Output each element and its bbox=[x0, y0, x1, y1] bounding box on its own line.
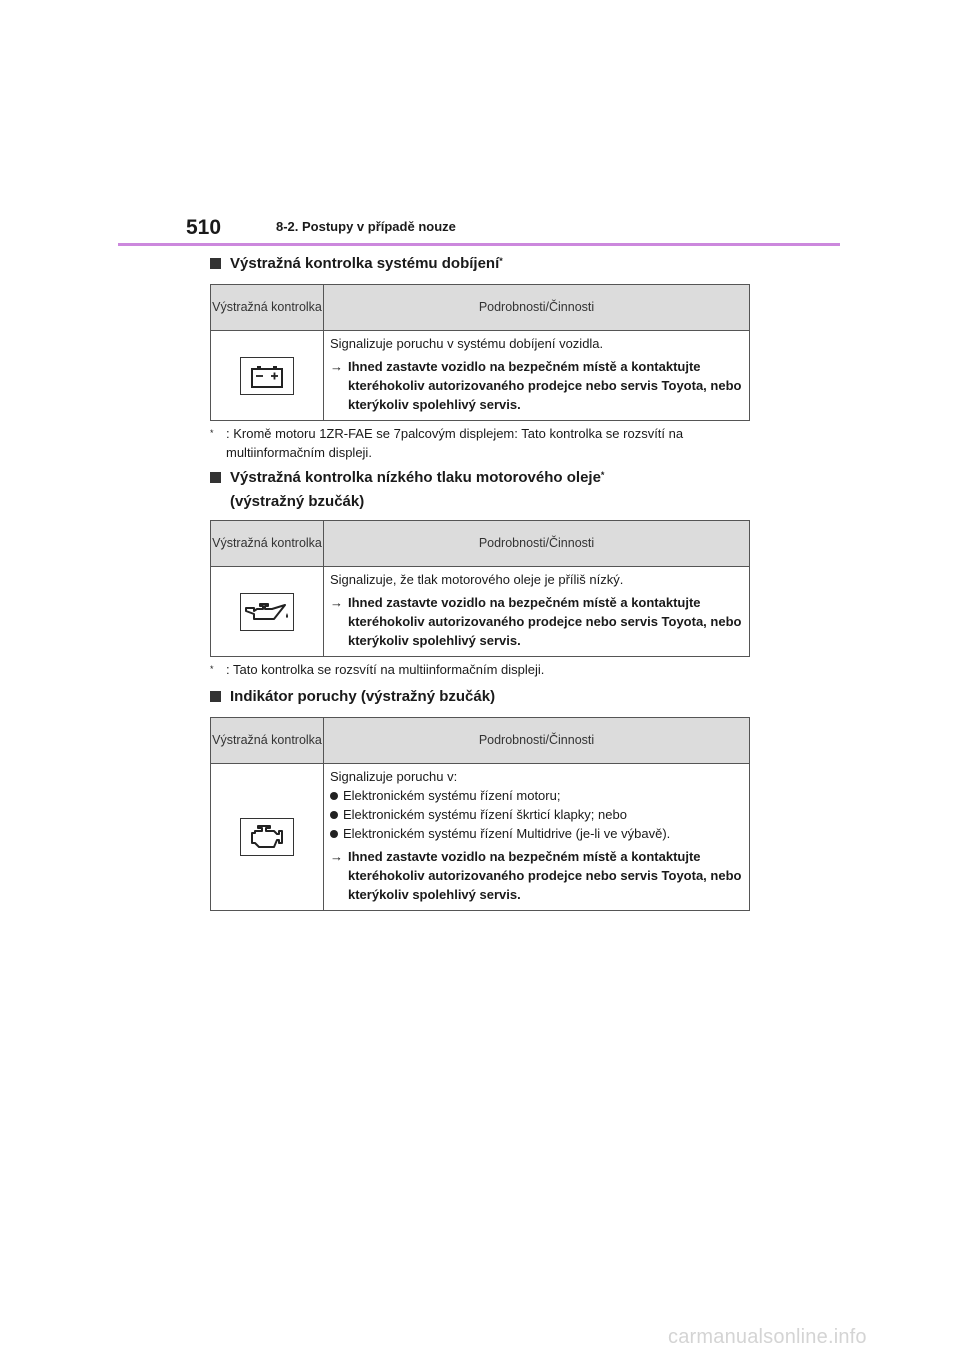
column-header-light: Výstražná kontrolka bbox=[211, 285, 324, 331]
bullet-dot-icon bbox=[330, 830, 338, 838]
action-instruction: Ihned zastavte vozidlo na bezpečném místě a kontaktujte kteréhokoliv autorizovaného prodejce nebo servis Toyota, nebo kterýkoliv spolehlivý servis. bbox=[348, 849, 742, 902]
check-engine-icon bbox=[240, 818, 294, 856]
section-heading bbox=[210, 686, 750, 708]
icon-cell bbox=[211, 331, 324, 421]
action-text bbox=[330, 593, 743, 650]
description: Signalizuje, že tlak motorového oleje je příliš nízký. bbox=[330, 572, 624, 587]
footnote-text: : Tato kontrolka se rozsvítí na multiinformačním displeji. bbox=[226, 662, 545, 677]
section-heading bbox=[210, 467, 750, 489]
page-number: 510 bbox=[186, 216, 222, 239]
square-bullet-icon bbox=[210, 258, 221, 269]
oil-can-icon bbox=[240, 593, 294, 631]
details-cell bbox=[324, 567, 750, 657]
description: Signalizuje poruchu v systému dobíjení vozidla. bbox=[330, 336, 604, 351]
arrow-icon: → bbox=[330, 849, 343, 864]
asterisk: * bbox=[499, 256, 503, 266]
footnote-asterisk: * bbox=[210, 664, 214, 674]
action-instruction: Ihned zastavte vozidlo na bezpečném místě a kontaktujte kteréhokoliv autorizovaného prodejce nebo servis Toyota, nebo kterýkoliv spolehlivý servis. bbox=[348, 595, 742, 648]
section-charging-system bbox=[210, 253, 750, 421]
chapter-title: 8-2. Postupy v případě nouze bbox=[276, 219, 456, 234]
section-heading bbox=[210, 253, 750, 275]
footnote-asterisk: * bbox=[210, 428, 214, 438]
section-heading-line2 bbox=[210, 491, 750, 513]
action-text bbox=[330, 357, 743, 414]
heading-text: Indikátor poruchy (výstražný bzučák) bbox=[230, 688, 496, 705]
section-malfunction-indicator bbox=[210, 686, 750, 911]
warning-table bbox=[210, 284, 750, 421]
heading-text: Výstražná kontrolka nízkého tlaku motorového oleje bbox=[230, 469, 601, 486]
warning-table bbox=[210, 717, 750, 911]
bullet-text: Elektronickém systému řízení škrticí klapky; nebo bbox=[343, 807, 627, 822]
bullet-item bbox=[330, 805, 743, 824]
icon-cell bbox=[211, 567, 324, 657]
column-header-details: Podrobnosti/Činnosti bbox=[324, 285, 750, 331]
bullet-text: Elektronickém systému řízení Multidrive (je-li ve výbavě). bbox=[343, 826, 671, 841]
footnote-text: : Kromě motoru 1ZR-FAE se 7palcovým displejem: Tato kontrolka se rozsvítí na multiinformačním displeji. bbox=[226, 426, 684, 460]
footnote bbox=[210, 660, 750, 679]
heading-text: Výstražná kontrolka systému dobíjení bbox=[230, 255, 500, 272]
column-header-details: Podrobnosti/Činnosti bbox=[324, 718, 750, 764]
action-text bbox=[330, 847, 743, 904]
section-oil-pressure bbox=[210, 467, 750, 657]
arrow-icon: → bbox=[330, 595, 343, 610]
asterisk: * bbox=[600, 470, 605, 480]
details-cell bbox=[324, 331, 750, 421]
warning-table bbox=[210, 520, 750, 657]
square-bullet-icon bbox=[210, 691, 221, 702]
description: Signalizuje poruchu v: bbox=[330, 769, 458, 784]
column-header-details: Podrobnosti/Činnosti bbox=[324, 521, 750, 567]
column-header-light: Výstražná kontrolka bbox=[211, 521, 324, 567]
header-rule bbox=[118, 243, 840, 246]
column-header-light: Výstražná kontrolka bbox=[211, 718, 324, 764]
bullet-text: Elektronickém systému řízení motoru; bbox=[343, 788, 561, 803]
bullet-item bbox=[330, 786, 743, 805]
details-cell bbox=[324, 764, 750, 911]
arrow-icon: → bbox=[330, 359, 343, 374]
heading-text-line2: (výstražný bzučák) bbox=[230, 493, 365, 510]
bullet-dot-icon bbox=[330, 792, 338, 800]
footnote bbox=[210, 424, 750, 462]
bullet-dot-icon bbox=[330, 811, 338, 819]
square-bullet-icon bbox=[210, 472, 221, 483]
action-instruction: Ihned zastavte vozidlo na bezpečném místě a kontaktujte kteréhokoliv autorizovaného prodejce nebo servis Toyota, nebo kterýkoliv spolehlivý servis. bbox=[348, 359, 742, 412]
bullet-item bbox=[330, 824, 743, 843]
watermark: carmanualsonline.info bbox=[668, 1326, 867, 1348]
icon-cell bbox=[211, 764, 324, 911]
battery-icon bbox=[240, 357, 294, 395]
